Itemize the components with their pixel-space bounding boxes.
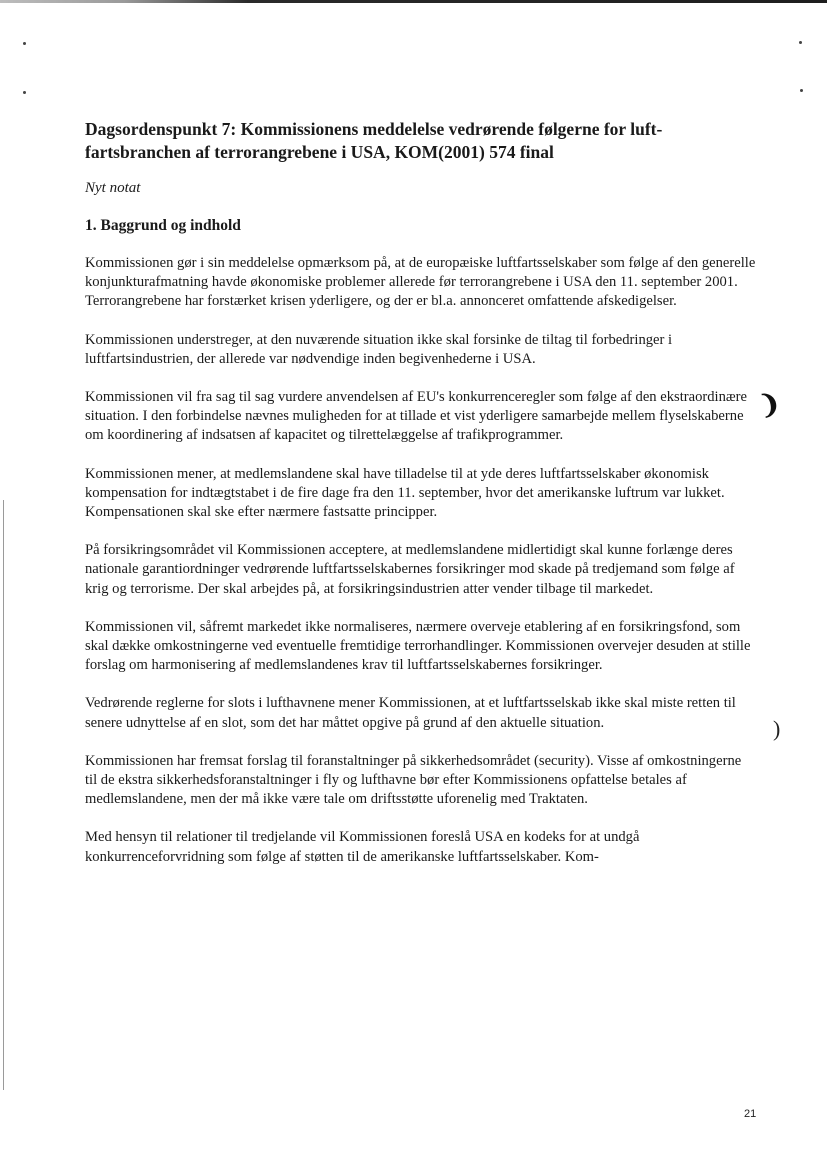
paragraph: På forsikringsområdet vil Kommissionen acceptere, at medlemslandene midlertidigt skal kunne forlænge deres nationale garantiordninger vedrørende luftfartsselskabernes forsikringer mod skade på tredjemand som følge af krig og terrorisme. Der skal arbejdes på, at forsikringsindustrien atter vender tilbage til markedet. bbox=[85, 542, 735, 597]
scan-dot bbox=[23, 42, 26, 45]
paragraph: Kommissionen vil, såfremt markedet ikke normaliseres, nærmere overveje etablering af en forsikringsfond, som skal dække omkostningerne ved eventuelle fremtidige terrorhandlinger. Kommissionen overvejer desuden at stille forslag om harmonisering af medlemslandenes krav til luftfartsselskabernes forsikringer. bbox=[85, 618, 751, 674]
scan-margin-mark: ❩ bbox=[756, 388, 784, 421]
document-title: Dagsordenspunkt 7: Kommissionens meddelelse vedrørende følgerne for luftfartsbranchen af terrorangrebene i USA, KOM(2001) 574 final bbox=[85, 119, 663, 162]
paragraph: Kommissionen vil fra sag til sag vurdere anvendelsen af EU's konkurrenceregler som følge af den ekstraordinære situation. I den forbindelse nævnes muligheden for at tillade et vist yderligere samarbejde mellem flyselskaberne om koordinering af indsatsen af kapacitet og tilrettelæggelse af trafikprogrammer. bbox=[85, 389, 747, 444]
scan-dot bbox=[799, 41, 802, 44]
scan-top-edge bbox=[0, 0, 827, 3]
paragraph: Kommissionen har fremsat forslag til foranstaltninger på sikkerhedsområdet (security). Visse af omkostningerne til de ekstra sikkerhedsforanstaltninger i fly og lufthavne bør efter Kommissionens opfattelse betales af medlemslandene, men der må ikke være tale om driftsstøtte uforenelig med Traktaten. bbox=[85, 752, 742, 808]
paragraph: Kommissionen understreger, at den nuværende situation ikke skal forsinke de tiltag til forbedringer i luftfartsindustrien, der allerede var nødvendige inden begivenhederne i USA. bbox=[85, 331, 673, 367]
section-heading: 1. Baggrund og indhold bbox=[85, 217, 241, 234]
paragraph: Kommissionen gør i sin meddelelse opmærksom på, at de europæiske luftfartsselskaber som følge af den generelle konjunkturafmatning havde økonomiske problemer allerede før terrorangrebene i USA den 11. september 2001. Terrorangrebene har forstærket krisen yderligere, og der er bl.a. annonceret omfattende afskedigelser. bbox=[85, 255, 756, 310]
paragraph: Med hensyn til relationer til tredjelande vil Kommissionen foreslå USA en kodeks for at undgå konkurrenceforvridning som følge af støtten til de amerikanske luftfartsselskaber. Kom- bbox=[85, 829, 640, 865]
scan-margin-mark: ) bbox=[773, 716, 781, 741]
scan-left-edge bbox=[3, 500, 4, 1090]
page-number: 21 bbox=[744, 1108, 757, 1120]
scan-dot bbox=[23, 91, 26, 94]
paragraph: Kommissionen mener, at medlemslandene skal have tilladelse til at yde deres luftfartsselskaber økonomisk kompensation for indtægtstabet i de fire dage fra den 11. september, hvor det amerikanske luftrum var lukket. Kompensationen skal ske efter nærmere fastsatte principper. bbox=[85, 465, 725, 521]
document-subtitle: Nyt notat bbox=[85, 180, 141, 196]
document-body bbox=[85, 118, 757, 886]
scan-dot bbox=[800, 89, 803, 92]
paragraph: Vedrørende reglerne for slots i lufthavnene mener Kommissionen, at et luftfartsselskab ikke skal miste retten til senere udnyttelse af en slot, som det har måttet opgive på grund af den aktuelle situation. bbox=[85, 695, 736, 731]
